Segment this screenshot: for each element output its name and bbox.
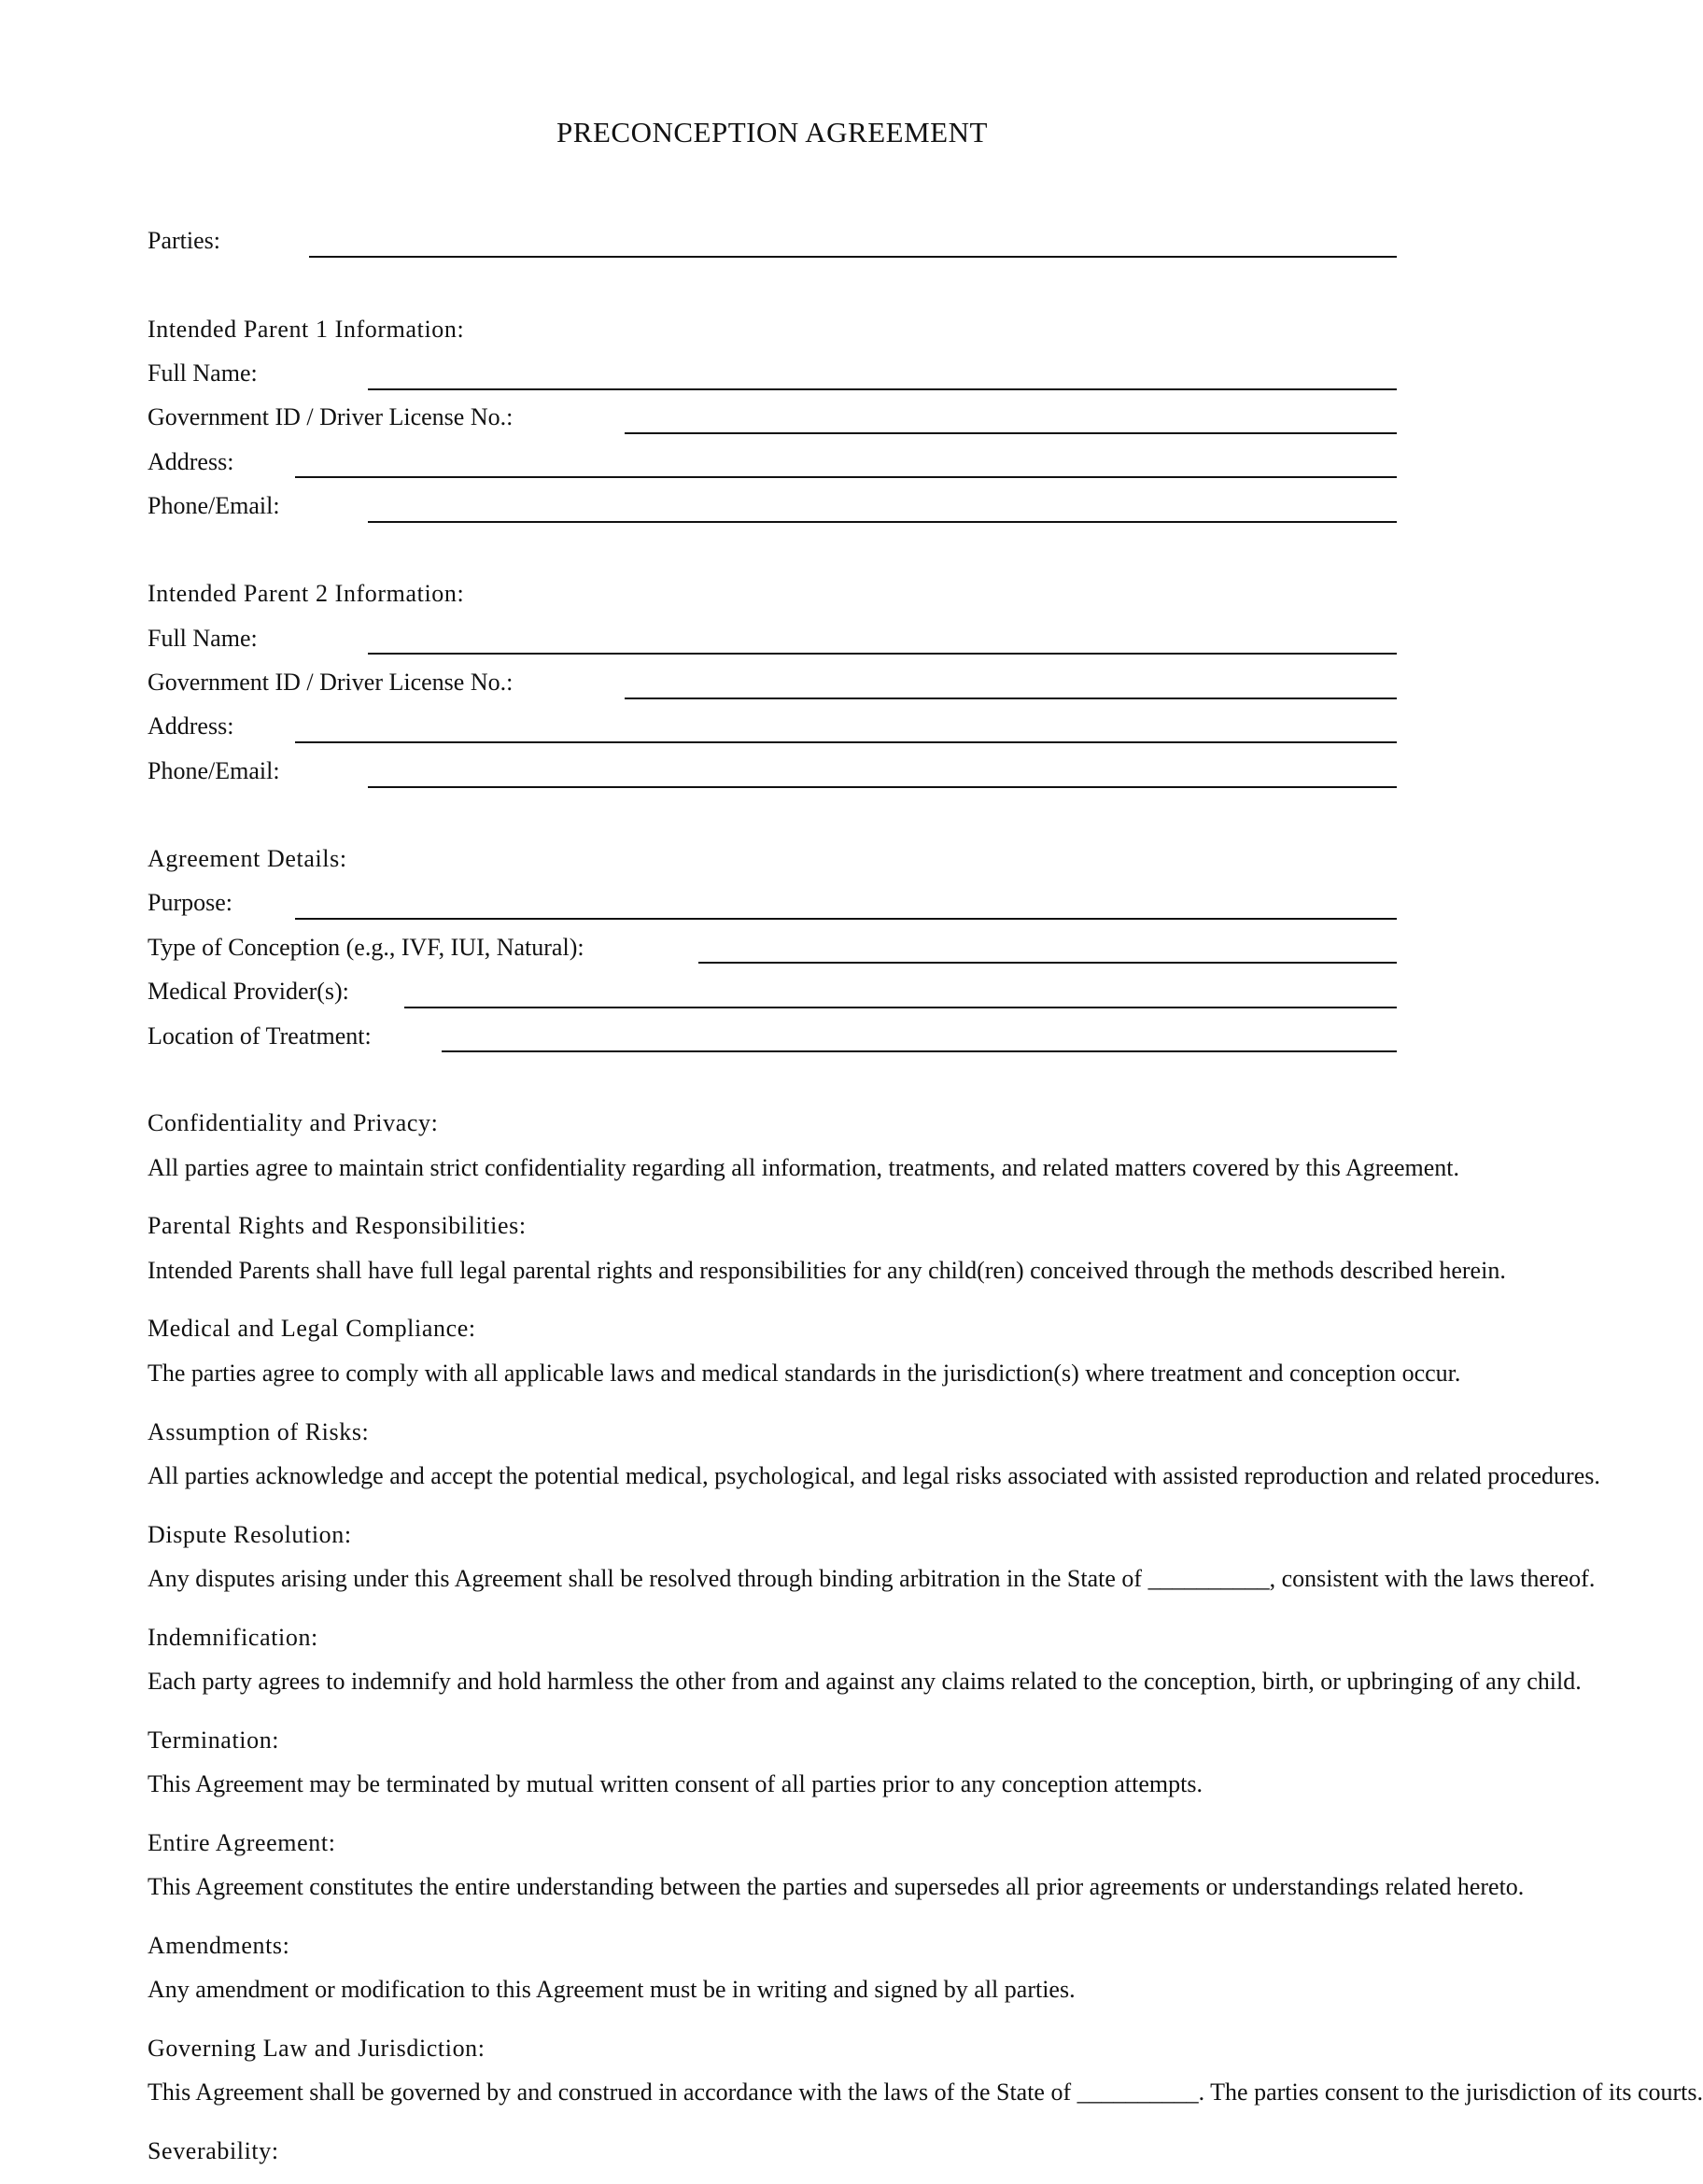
purpose-label: Purpose: — [148, 889, 232, 916]
parent1-full-name-field[interactable] — [368, 388, 1397, 390]
medical-provider-label: Medical Provider(s): — [148, 978, 349, 1005]
parent2-gov-id-field[interactable] — [625, 697, 1397, 699]
section-heading-amendments: Amendments: — [148, 1932, 290, 1959]
section-heading-severability: Severability: — [148, 2137, 279, 2164]
treatment-location-field[interactable] — [442, 1050, 1397, 1052]
section-heading-indemnification: Indemnification: — [148, 1624, 318, 1651]
conception-type-field[interactable] — [698, 962, 1397, 964]
parent1-phone-email-label: Phone/Email: — [148, 492, 280, 519]
parent2-heading: Intended Parent 2 Information: — [148, 580, 465, 607]
section-text-indemnification: Each party agrees to indemnify and hold harmless the other from and against any claims related to the conception, birth, or upbringing of any child. — [148, 1668, 1582, 1695]
parent2-address-label: Address: — [148, 712, 234, 740]
section-heading-governing-law: Governing Law and Jurisdiction: — [148, 2035, 486, 2062]
parent1-address-field[interactable] — [295, 476, 1397, 478]
section-text-amendments: Any amendment or modification to this Agreement must be in writing and signed by all parties. — [148, 1976, 1076, 2003]
conception-type-label: Type of Conception (e.g., IVF, IUI, Natural): — [148, 934, 584, 961]
parent2-address-field[interactable] — [295, 741, 1397, 743]
parent2-full-name-label: Full Name: — [148, 625, 258, 652]
document-title: PRECONCEPTION AGREEMENT — [556, 116, 988, 148]
section-heading-termination: Termination: — [148, 1726, 280, 1754]
section-heading-dispute: Dispute Resolution: — [148, 1521, 352, 1548]
parent1-full-name-label: Full Name: — [148, 359, 258, 387]
section-text-confidentiality: All parties agree to maintain strict confidentiality regarding all information, treatments, and related matters covered by this Agreement. — [148, 1154, 1459, 1181]
section-heading-parental-rights: Parental Rights and Responsibilities: — [148, 1212, 527, 1239]
parent2-gov-id-label: Government ID / Driver License No.: — [148, 669, 514, 696]
section-heading-entire-agreement: Entire Agreement: — [148, 1829, 336, 1856]
parties-label: Parties: — [148, 227, 220, 254]
section-text-parental-rights: Intended Parents shall have full legal parental rights and responsibilities for any child(ren) conceived through the methods described herein. — [148, 1257, 1506, 1284]
medical-provider-field[interactable] — [404, 1007, 1397, 1008]
section-heading-confidentiality: Confidentiality and Privacy: — [148, 1109, 439, 1136]
parent2-phone-email-label: Phone/Email: — [148, 757, 280, 784]
parties-field[interactable] — [309, 256, 1397, 258]
parent1-heading: Intended Parent 1 Information: — [148, 316, 465, 343]
treatment-location-label: Location of Treatment: — [148, 1022, 372, 1050]
parent2-phone-email-field[interactable] — [368, 786, 1397, 788]
section-heading-compliance: Medical and Legal Compliance: — [148, 1315, 476, 1342]
section-text-dispute: Any disputes arising under this Agreement shall be resolved through binding arbitration in the State of __________, consistent with the laws thereof. — [148, 1565, 1596, 1592]
section-heading-risks: Assumption of Risks: — [148, 1418, 370, 1445]
details-heading: Agreement Details: — [148, 845, 347, 872]
section-text-governing-law: This Agreement shall be governed by and construed in accordance with the laws of the State of __________. The parties consent to the jurisdiction of its courts. — [148, 2078, 1703, 2106]
parent1-address-label: Address: — [148, 448, 234, 475]
section-text-entire-agreement: This Agreement constitutes the entire understanding between the parties and supersedes all prior agreements or understandings related hereto. — [148, 1873, 1525, 1900]
section-text-termination: This Agreement may be terminated by mutual written consent of all parties prior to any conception attempts. — [148, 1770, 1203, 1797]
section-text-compliance: The parties agree to comply with all applicable laws and medical standards in the jurisdiction(s) where treatment and conception occur. — [148, 1360, 1461, 1387]
parent1-gov-id-label: Government ID / Driver License No.: — [148, 403, 514, 430]
parent1-phone-email-field[interactable] — [368, 521, 1397, 523]
purpose-field[interactable] — [295, 918, 1397, 920]
parent2-full-name-field[interactable] — [368, 653, 1397, 655]
section-text-risks: All parties acknowledge and accept the potential medical, psychological, and legal risks associated with assisted reproduction and related procedures. — [148, 1462, 1600, 1489]
parent1-gov-id-field[interactable] — [625, 432, 1397, 434]
